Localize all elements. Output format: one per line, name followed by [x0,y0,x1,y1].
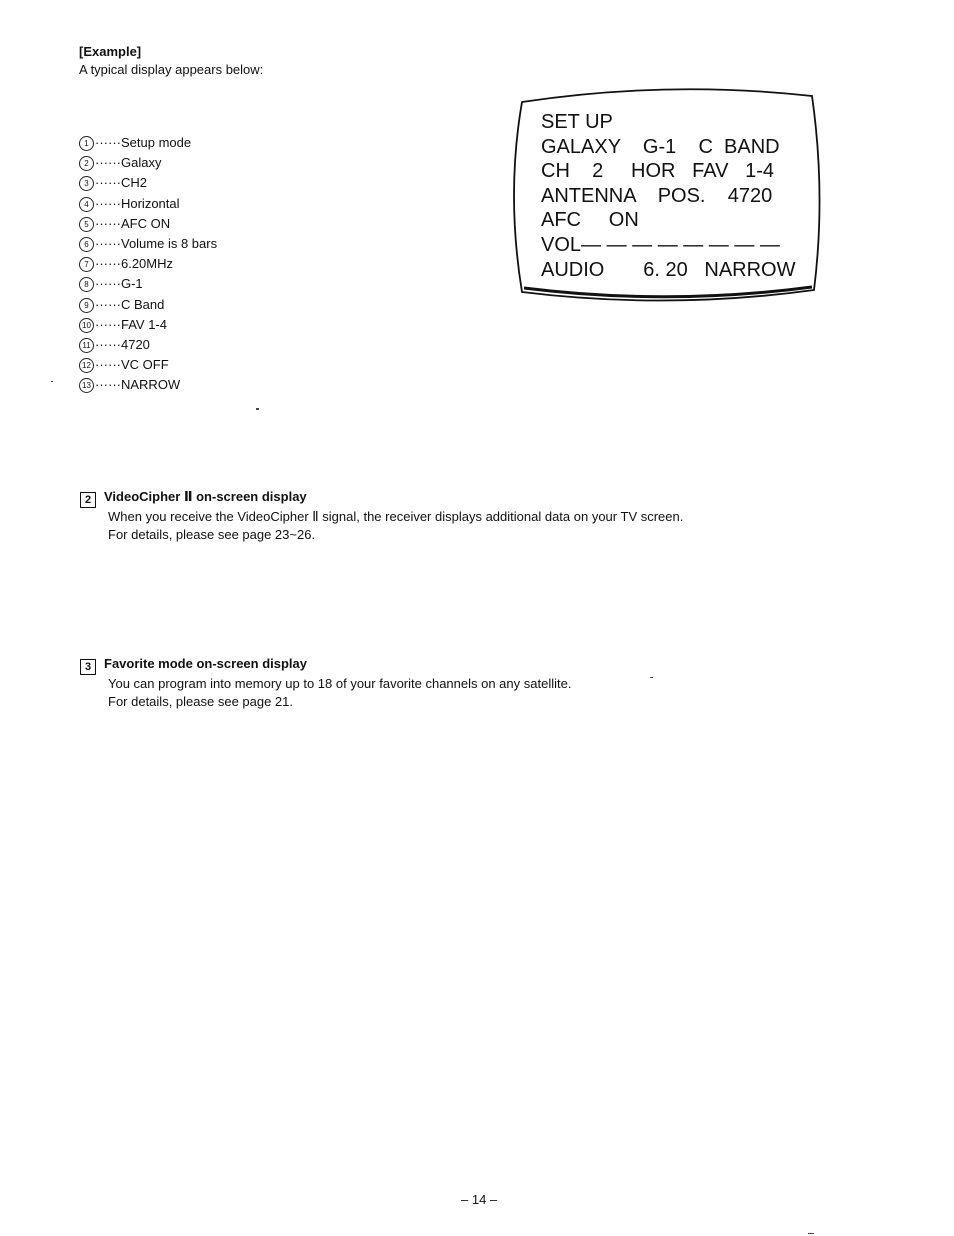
example-heading: [Example] [79,44,142,59]
legend-text: G-1 [120,276,143,292]
legend-text: FAV 1-4 [120,316,167,332]
legend-text: Horizontal [120,195,180,211]
legend-number: 8 [79,277,94,292]
legend-text: AFC ON [120,215,171,231]
screen-line: CH 2 HOR FAV 1-4 [541,160,775,183]
paragraph-line: For details, please see page 21. [108,693,294,709]
legend-list [79,133,339,395]
legend-text: CH2 [120,175,147,191]
leader-dots: ······ [95,357,121,373]
leader-dots: ······ [95,195,121,211]
legend-number: 4 [79,197,94,212]
screen-line: SET UP [541,111,613,133]
section-number-box: 2 [80,492,96,508]
section-favorite-mode [80,656,571,710]
legend-item [79,254,339,274]
section-videocipher [80,489,683,543]
legend-text: 6.20MHz [120,256,174,272]
legend-text: C Band [120,296,165,312]
leader-dots: ······ [95,256,121,272]
legend-text: Volume is 8 bars [120,235,218,251]
leader-dots: ······ [95,336,121,352]
leader-dots: ······ [95,175,121,191]
legend-item [79,274,339,294]
legend-item [79,234,339,254]
leader-dots: ······ [95,215,121,231]
screen-line: AUDIO 6. 20 NARROW [541,258,796,281]
screen-line: VOL— — — — — — — — [541,233,780,256]
legend-number: 7 [79,257,94,272]
scan-speck [650,677,653,678]
legend-number: 13 [79,378,94,393]
legend-number: 9 [79,298,94,313]
paragraph-line: When you receive the VideoCipher Ⅱ signal, the receiver displays additional data on your TV screen. [108,509,684,524]
legend-text: NARROW [120,377,181,393]
legend-number: 10 [79,318,94,333]
legend-item [79,173,339,193]
scan-speck [51,381,53,382]
screen-line: AFC ON [541,209,639,232]
legend-text: Galaxy [120,155,162,171]
legend-item [79,315,339,335]
section-number-box: 3 [80,659,96,675]
legend-number: 1 [79,136,94,151]
section-body [108,675,571,710]
leader-dots: ······ [95,276,121,292]
legend-item [79,153,339,173]
paragraph-line: You can program into memory up to 18 of your favorite channels on any satellite. [108,676,572,691]
leader-dots: ······ [95,135,121,150]
section-title: Favorite mode on-screen display [104,656,308,671]
section-body [108,508,683,543]
legend-item [79,335,339,355]
legend-text: 4720 [120,336,150,352]
leader-dots: ······ [95,296,121,312]
tv-screen-illustration [508,84,826,306]
legend-number: 6 [79,237,94,252]
legend-text: VC OFF [120,357,169,373]
legend-text: Setup mode [120,135,192,150]
leader-dots: ······ [95,235,121,251]
paragraph-line: For details, please see page 23~26. [108,526,316,542]
tv-screen-text [541,110,796,282]
scan-speck [808,1233,814,1234]
legend-number: 5 [79,217,94,232]
screen-line: ANTENNA POS. 4720 [541,184,773,207]
legend-number: 2 [79,156,94,171]
scan-speck [256,408,259,410]
legend-item [79,355,339,375]
legend-item [79,295,339,315]
legend-item [79,133,339,153]
leader-dots: ······ [95,377,121,393]
legend-item [79,375,339,395]
legend-number: 12 [79,358,94,373]
leader-dots: ······ [95,155,121,171]
screen-line: GALAXY G-1 C BAND [541,135,780,158]
leader-dots: ······ [95,316,121,332]
legend-number: 11 [79,338,94,353]
page-number: – 14 – [461,1192,498,1207]
legend-number: 3 [79,176,94,191]
section-title: VideoCipher Ⅱ on-screen display [104,489,307,504]
legend-item [79,194,339,214]
legend-item [79,214,339,234]
example-intro-text: A typical display appears below: [79,62,264,77]
